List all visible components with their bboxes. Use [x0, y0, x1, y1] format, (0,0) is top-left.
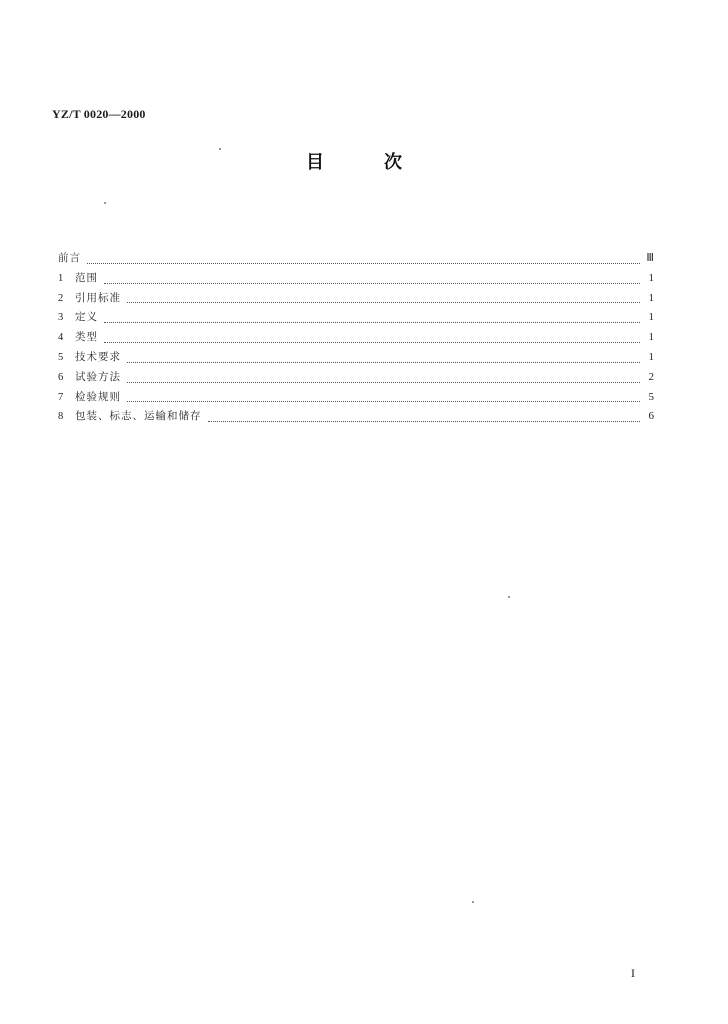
page-title [0, 148, 728, 172]
toc-page-number: 1 [648, 291, 654, 304]
toc-label: 类型 [75, 331, 98, 344]
toc-entry-6[interactable] [58, 369, 654, 389]
dot-leader [127, 362, 640, 363]
title-char-1: 目 [306, 152, 324, 173]
toc-entry-3[interactable] [58, 309, 654, 329]
toc-entry-8[interactable] [58, 408, 654, 428]
toc-entry-4[interactable] [58, 329, 654, 349]
dot-leader [208, 421, 641, 422]
page-number: I [631, 966, 635, 980]
standard-code: YZ/T 0020—2000 [52, 107, 146, 121]
scan-speck [104, 202, 106, 204]
dot-leader [127, 302, 640, 303]
scan-speck [472, 901, 474, 903]
toc-number: 5 [58, 351, 64, 363]
dot-leader [104, 342, 640, 343]
toc-label: 试验方法 [75, 370, 121, 383]
toc-page-number: 2 [648, 370, 654, 383]
toc-label: 引用标准 [75, 291, 121, 304]
toc-label: 检验规则 [75, 390, 121, 403]
toc-page-number: 6 [648, 410, 654, 423]
toc-number: 3 [58, 312, 64, 324]
dot-leader [127, 401, 640, 402]
toc-label: 包装、标志、运输和储存 [75, 410, 202, 423]
toc-entry-2[interactable] [58, 290, 654, 310]
toc-number: 4 [58, 332, 64, 344]
toc-number: 7 [58, 391, 64, 403]
toc-page-number: Ⅲ [646, 252, 654, 264]
toc-entry-preface[interactable] [58, 250, 654, 270]
toc-label: 技术要求 [75, 350, 121, 363]
table-of-contents [58, 250, 654, 428]
dot-leader [87, 263, 640, 264]
title-char-2: 次 [384, 152, 402, 173]
toc-entry-7[interactable] [58, 389, 654, 409]
toc-entry-5[interactable] [58, 349, 654, 369]
dot-leader [127, 382, 640, 383]
scan-speck [508, 596, 510, 598]
toc-number: 2 [58, 292, 64, 304]
dot-leader [104, 283, 640, 284]
toc-entry-1[interactable] [58, 270, 654, 290]
toc-page-number: 1 [648, 350, 654, 363]
toc-number: 1 [58, 272, 64, 284]
toc-number: 6 [58, 371, 64, 383]
toc-number: 8 [58, 411, 64, 423]
toc-label: 前言 [58, 252, 81, 264]
toc-page-number: 1 [648, 311, 654, 324]
dot-leader [104, 322, 640, 323]
toc-page-number: 1 [648, 271, 654, 284]
scan-speck [219, 148, 221, 150]
toc-label: 定义 [75, 311, 98, 324]
toc-label: 范围 [75, 271, 98, 284]
toc-page-number: 5 [648, 390, 654, 403]
toc-page-number: 1 [648, 331, 654, 344]
